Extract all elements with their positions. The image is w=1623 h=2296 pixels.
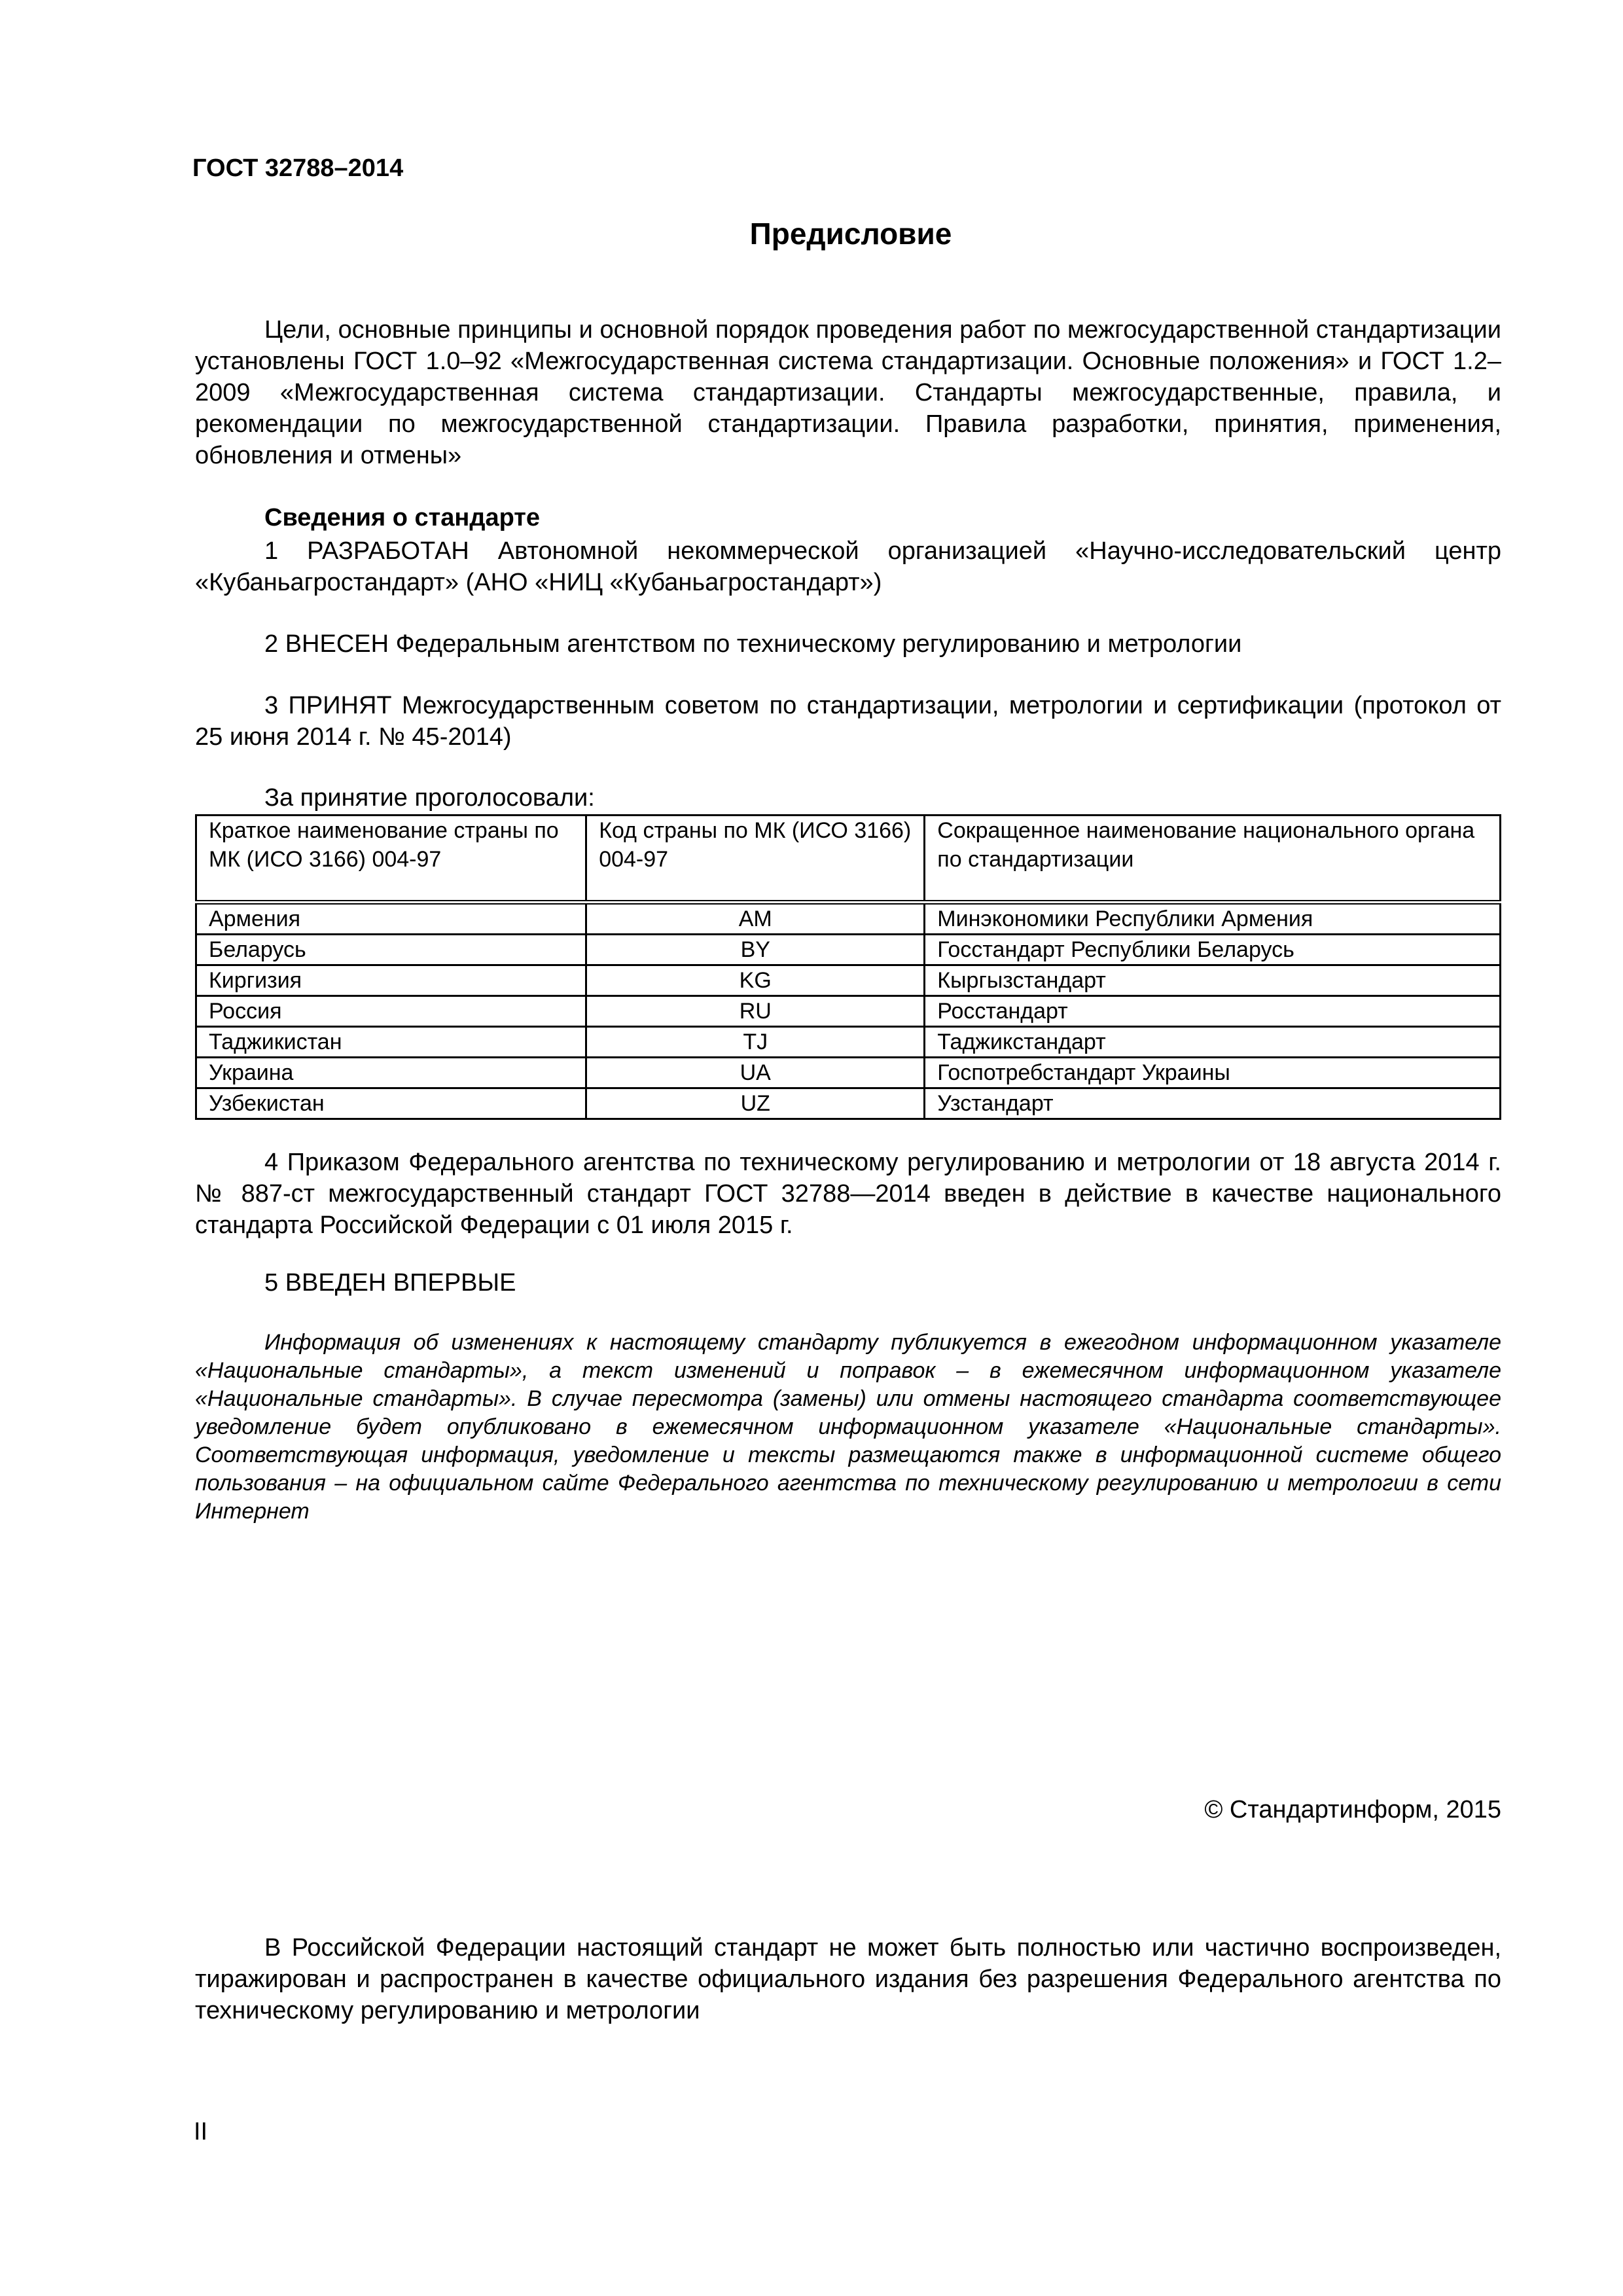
country-code: UZ xyxy=(586,1088,925,1119)
info-item-1: 1 РАЗРАБОТАН Автономной некоммерческой организацией «Научно-исследовательский центр «Кубаньагростандарт» (АНО «НИЦ «Кубаньагростандарт») xyxy=(195,537,1501,596)
country-code: AM xyxy=(586,903,925,935)
info-item-2: 2 ВНЕСЕН Федеральным агентством по техническому регулированию и метрологии xyxy=(264,630,1242,658)
country-name: Беларусь xyxy=(196,935,586,965)
countries-table xyxy=(195,814,1501,1120)
standards-body: Кыргызстандарт xyxy=(925,965,1501,996)
country-name: Таджикистан xyxy=(196,1027,586,1058)
table-row xyxy=(196,1027,1501,1058)
info-item-4: 4 Приказом Федерального агентства по техническому регулированию и метрологии от 18 августа 2014 г. № 887-ст межгосударственный стандарт ГОСТ 32788—2014 введен в действие в качестве национального стандарта Российской Федерации с 01 июля 2015 г. xyxy=(195,1149,1501,1239)
country-code: BY xyxy=(586,935,925,965)
country-code: TJ xyxy=(586,1027,925,1058)
amendments-note: Информация об изменениях к настоящему стандарту публикуется в ежегодном информационном указателе «Национальные стандарты», а текст изменений и поправок – в ежемесячном информационном указателе «Национальные стандарты». В случае пересмотра (замены) или отмены настоящего стандарта соответствующее уведомление будет опубликовано в ежемесячном информационном указателе «Национальные стандарты». Соответствующая информация, уведомление и тексты размещаются также в информационной системе общего пользования – на официальном сайте Федерального агентства по техническому регулированию и метрологии в сети Интернет xyxy=(195,1330,1501,1524)
table-row xyxy=(196,965,1501,996)
standards-body: Росстандарт xyxy=(925,996,1501,1027)
standards-body: Госстандарт Республики Беларусь xyxy=(925,935,1501,965)
country-code: RU xyxy=(586,996,925,1027)
reproduction-notice: В Российской Федерации настоящий стандарт не может быть полностью или частично воспроизведен, тиражирован и распространен в качестве официального издания без разрешения Федерального агентства по техническому регулированию и метрологии xyxy=(195,1934,1501,2024)
info-item-5: 5 ВВЕДЕН ВПЕРВЫЕ xyxy=(264,1269,516,1297)
table-row xyxy=(196,935,1501,965)
country-name: Украина xyxy=(196,1058,586,1088)
country-name: Армения xyxy=(196,903,586,935)
table-row xyxy=(196,903,1501,935)
standard-code: ГОСТ 32788–2014 xyxy=(192,154,404,182)
table-row xyxy=(196,1058,1501,1088)
info-heading: Сведения о стандарте xyxy=(264,504,541,531)
header-country-name: Краткое наименование страны по МК (ИСО 3166) 004-97 xyxy=(196,816,586,903)
standards-body: Госпотребстандарт Украины xyxy=(925,1058,1501,1088)
copyright: © Стандартинформ, 2015 xyxy=(1204,1796,1501,1823)
country-code: UA xyxy=(586,1058,925,1088)
standards-body: Таджикстандарт xyxy=(925,1027,1501,1058)
table-row xyxy=(196,1088,1501,1119)
country-name: Киргизия xyxy=(196,965,586,996)
standards-body: Минэкономики Республики Армения xyxy=(925,903,1501,935)
table-header-row xyxy=(196,816,1501,903)
vote-caption: За принятие проголосовали: xyxy=(264,784,595,812)
header-standards-body: Сокращенное наименование национального органа по стандартизации xyxy=(925,816,1501,903)
country-code: KG xyxy=(586,965,925,996)
country-name: Узбекистан xyxy=(196,1088,586,1119)
intro-paragraph: Цели, основные принципы и основной порядок проведения работ по межгосударственной стандартизации установлены ГОСТ 1.0–92 «Межгосударственная система стандартизации. Основные положения» и ГОСТ 1.2–2009 «Межгосударственная система стандартизации. Стандарты межгосударственные, правила, и рекомендации по межгосударственной стандартизации. Правила разработки, принятия, применения, обновления и отмены» xyxy=(195,316,1501,469)
header-country-code: Код страны по МК (ИСО 3166) 004-97 xyxy=(586,816,925,903)
table-row xyxy=(196,996,1501,1027)
page-title: Предисловие xyxy=(749,217,952,251)
info-item-3: 3 ПРИНЯТ Межгосударственным советом по стандартизации, метрологии и сертификации (протокол от 25 июня 2014 г. № 45-2014) xyxy=(195,692,1501,751)
standards-body: Узстандарт xyxy=(925,1088,1501,1119)
page-number: II xyxy=(194,2118,208,2145)
country-name: Россия xyxy=(196,996,586,1027)
